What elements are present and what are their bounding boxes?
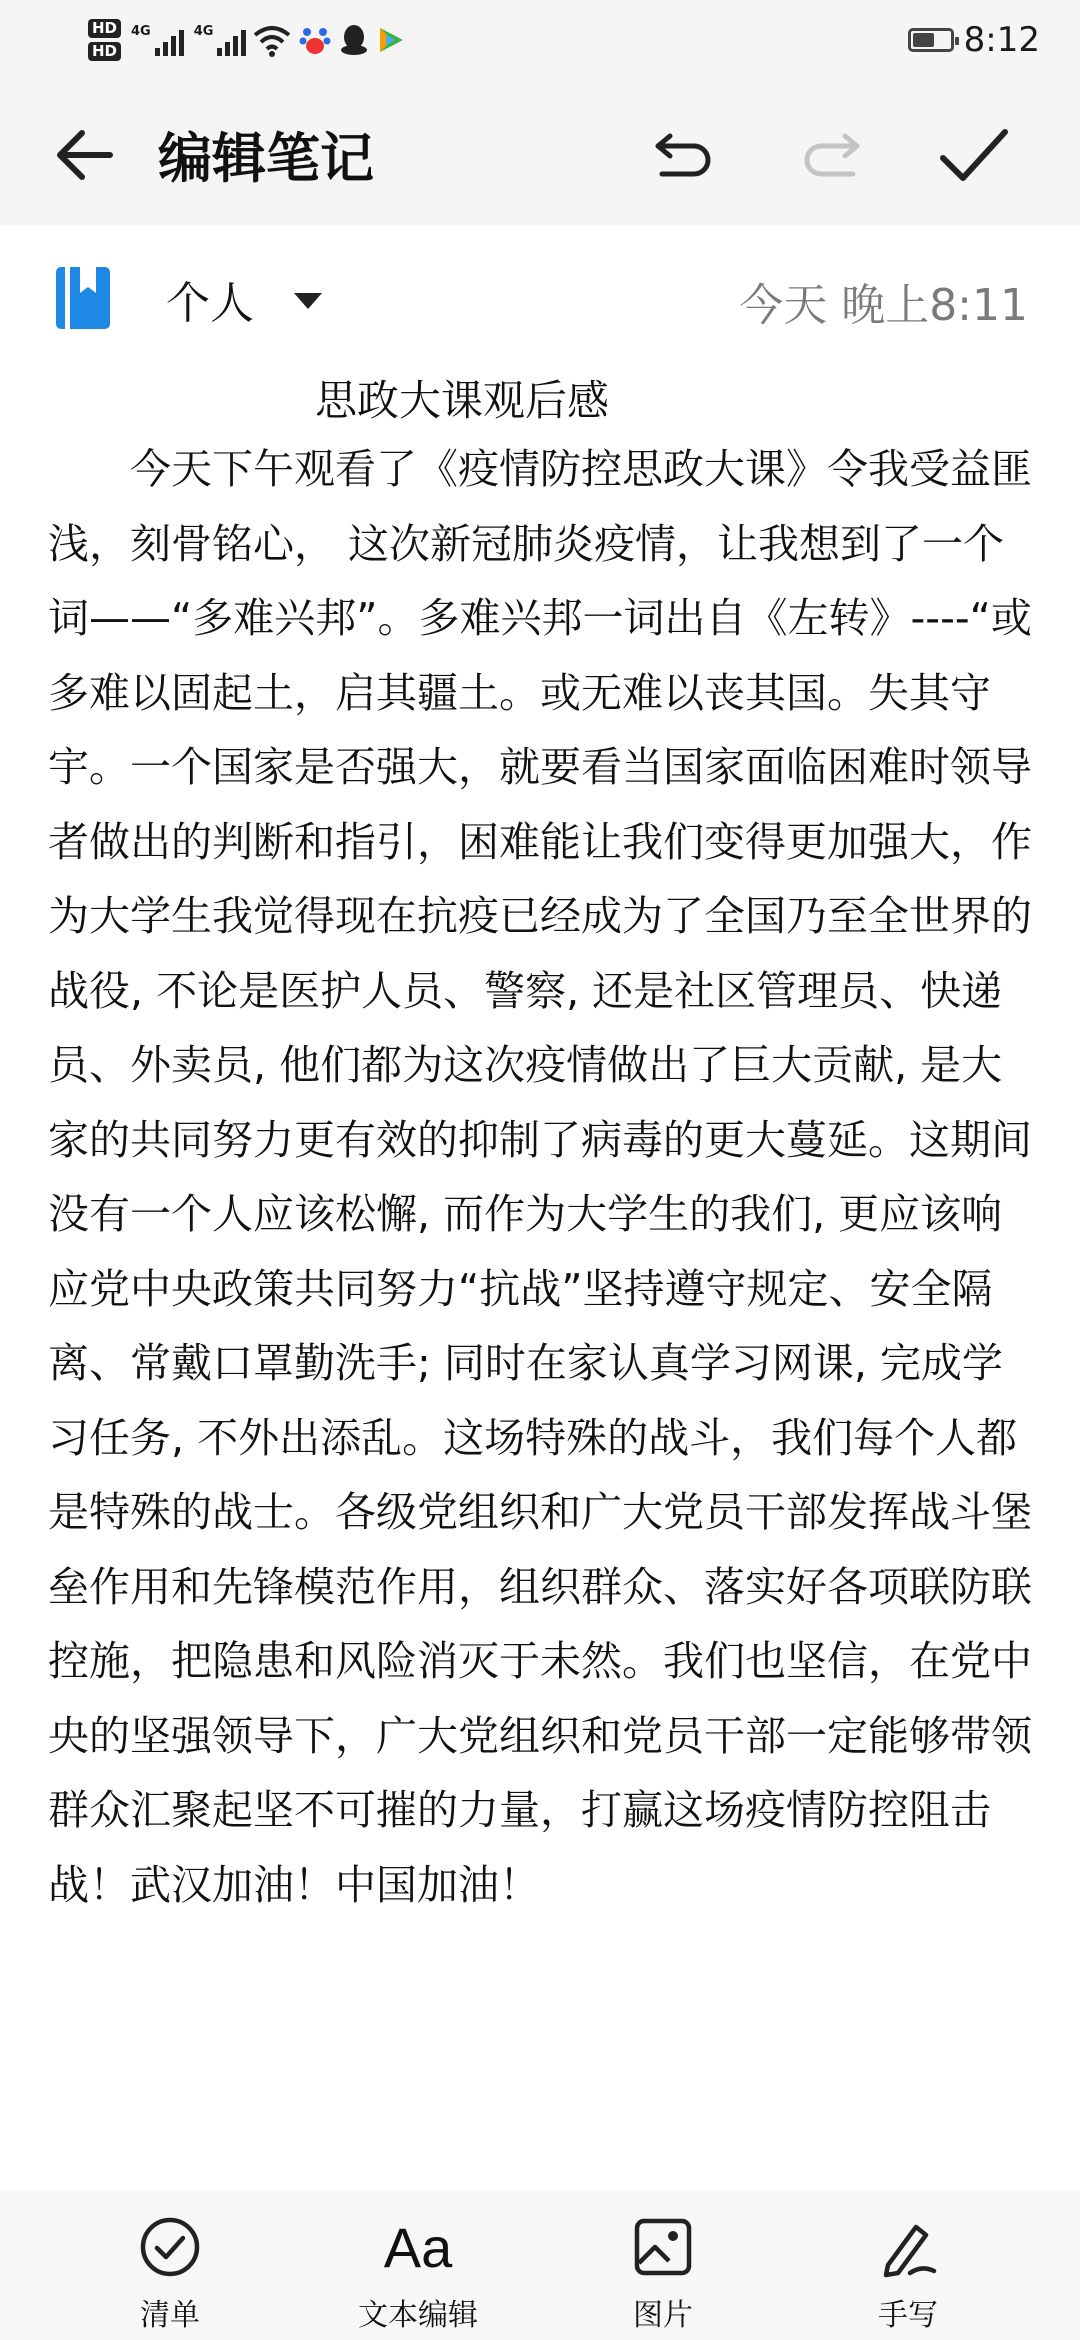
status-bar [0, 0, 1080, 80]
note-meta-row [0, 225, 1080, 375]
app-bar [0, 80, 1080, 225]
image-icon [633, 2217, 693, 2277]
image-button[interactable]: 图片 [573, 2210, 753, 2334]
battery-icon [908, 28, 954, 52]
category-selector[interactable] [166, 267, 322, 331]
note-title[interactable]: 思政大课观后感 [315, 376, 610, 425]
redo-icon[interactable] [795, 118, 865, 188]
checklist-icon [138, 2215, 202, 2279]
dropdown-caret-icon [294, 293, 322, 309]
pen-icon [876, 2215, 940, 2279]
signal-icon: 4G [131, 24, 184, 56]
hd-icon: HD HD [88, 19, 121, 61]
text-edit-button[interactable]: Aa 文本编辑 [358, 2215, 478, 2333]
baidu-app-icon [298, 23, 332, 57]
wifi-icon [252, 23, 292, 57]
back-arrow-icon[interactable] [50, 120, 120, 190]
bottom-toolbar [0, 2190, 1080, 2340]
notebook-icon[interactable] [56, 265, 110, 329]
note-timestamp: 今天 晚上8:11 [739, 280, 1028, 331]
checkmark-icon[interactable] [935, 118, 1011, 194]
text-format-icon: Aa [383, 2215, 453, 2279]
checklist-button[interactable]: 清单 [80, 2210, 260, 2334]
page-title: 编辑笔记 [158, 127, 374, 190]
handwriting-button[interactable]: 手写 [818, 2210, 998, 2334]
status-icons-right [908, 10, 1040, 70]
undo-icon[interactable] [650, 118, 720, 188]
note-body[interactable]: 今天下午观看了《疫情防控思政大课》令我受益匪浅，刻骨铭心， 这次新冠肺炎疫情，让我想到了一个词——“多难兴邦”。多难兴邦一词出自《左转》----“或多难以固起土，启其疆土。或无难以丧其国。失其守宇。一个国家是否强大，就要看当国家面临困难时领导者做出的判断和指引，困难能让我们变得更加强大，作为大学生我觉得现在抗疫已经成为了全国乃至全世界的战役, 不论是医护人员、警察, 还是社区管理员、快递员、外卖员, 他们都为这次疫情做出了巨大贡献, 是大家的共同努力更有效的抑制了病毒的更大蔓延。这期间没有一个人应该松懈, 而作为大学生的我们, 更应该响应党中央政策共同努力“抗战”坚持遵守规定、安全隔离、常戴口罩勤洗手; 同时在家认真学习网课, 完成学习任务, 不外出添乱。这场特殊的战斗，我们每个人都是特殊的战士。各级党组织和广大党员干部发挥战斗堡垒作用和先锋模范作用，组织群众、落实好各项联防联控施，把隐患和风险消灭于未然。我们也坚信，在党中央的坚强领导下，广大党组织和党员干部一定能够带领群众汇聚起坚不可摧的力量，打赢这场疫情防控阻击战！武汉加油！中国加油！ [48, 445, 1032, 1909]
category-label: 个人 [166, 278, 254, 329]
status-icons-left [88, 10, 406, 70]
video-app-icon [376, 25, 406, 55]
signal-icon: 4G [194, 24, 247, 56]
clock: 8:12 [963, 20, 1040, 60]
qq-icon [338, 23, 370, 57]
